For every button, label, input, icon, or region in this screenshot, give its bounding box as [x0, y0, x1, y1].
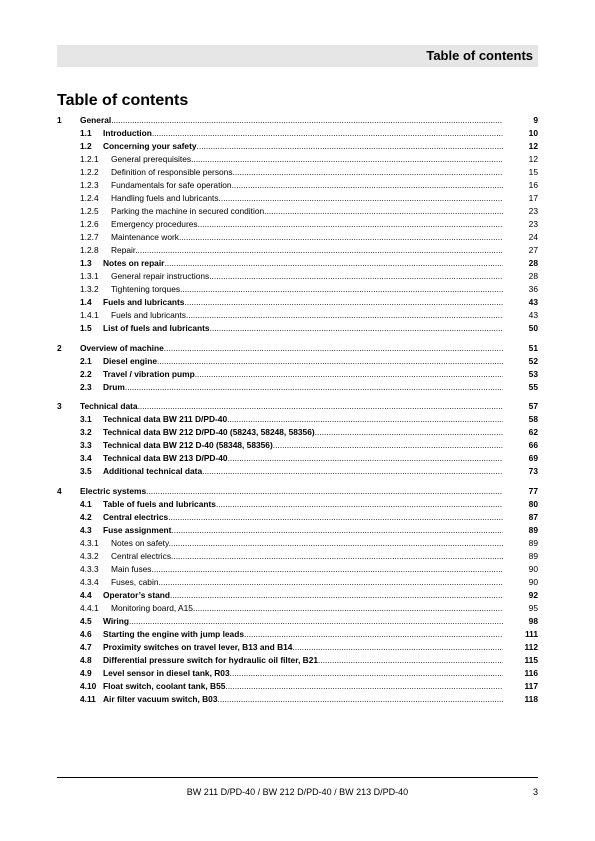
toc-entry-page: 89	[503, 537, 538, 550]
toc-entry[interactable]	[0, 602, 595, 615]
toc-entry-page: 28	[503, 270, 538, 283]
toc-entry-page: 117	[503, 680, 538, 693]
toc-entry-number: 2.2	[80, 368, 92, 379]
toc-entry-number: 1.1	[80, 128, 92, 138]
toc-entry-number: 4.8	[80, 654, 92, 665]
toc-entry-number: 4.3.3	[80, 563, 99, 574]
toc-entry-page: 53	[503, 368, 538, 381]
toc-entry[interactable]	[0, 563, 595, 576]
toc-entry-page: 98	[503, 615, 538, 628]
toc-entry-number: 1.2.1	[80, 154, 99, 164]
toc-entry[interactable]	[0, 413, 595, 426]
toc-entry-page: 92	[503, 589, 538, 602]
toc-entry-title: Central electrics .....	[103, 511, 538, 524]
toc-entry-page: 73	[503, 465, 538, 478]
toc-entry-number: 4.10	[80, 680, 97, 691]
toc-entry[interactable]	[0, 257, 595, 270]
toc-entry-title: Diesel engine .....	[103, 355, 538, 368]
toc-entry-number: 4.4.1	[80, 602, 99, 613]
toc-entry[interactable]	[0, 439, 595, 452]
toc-entry[interactable]	[0, 205, 595, 218]
toc-entry-number: 4.9	[80, 667, 92, 678]
footer-divider	[57, 777, 538, 778]
toc-entry[interactable]	[0, 680, 595, 693]
footer-page-number: 3	[532, 787, 538, 797]
toc-entry[interactable]	[0, 127, 595, 140]
toc-entry[interactable]	[0, 576, 595, 589]
toc-entry[interactable]	[0, 498, 595, 511]
toc-entry-title: Table of fuels and lubricants .....	[103, 498, 538, 511]
toc-entry-number: 4.6	[80, 628, 92, 639]
toc-entry-number: 1.4	[80, 297, 92, 307]
toc-entry-title: General repair instructions .....	[111, 270, 538, 283]
toc-entry-title: Fuse assignment .....	[103, 524, 538, 537]
toc-entry-number: 1.2	[80, 141, 92, 151]
toc-entry-number: 1.4.1	[80, 310, 99, 320]
toc-entry-number: 1.2.2	[80, 167, 99, 177]
toc-entry-title: Level sensor in diesel tank, R03 .....	[103, 667, 538, 680]
toc-entry[interactable]	[0, 192, 595, 205]
toc-entry[interactable]	[0, 322, 595, 335]
toc-entry-title: Technical data BW 212 D-40 (58348, 58356) .....	[103, 439, 538, 452]
toc-entry-number: 1.3.1	[80, 271, 99, 281]
toc-entry[interactable]	[0, 589, 595, 602]
toc-entry[interactable]	[0, 381, 595, 394]
toc-entry-number: 3.3	[80, 440, 92, 450]
toc-entry-number: 1.3	[80, 258, 92, 268]
toc-entry[interactable]	[0, 296, 595, 309]
toc-entry[interactable]	[0, 550, 595, 563]
toc-entry-page: 90	[503, 563, 538, 576]
toc-entry-page: 43	[503, 309, 538, 322]
toc-entry-title: Overview of machine .....	[80, 342, 538, 355]
toc-entry-page: 24	[503, 231, 538, 244]
toc-entry[interactable]	[0, 511, 595, 524]
toc-entry-number: 1.2.4	[80, 193, 99, 203]
toc-entry-page: 89	[503, 550, 538, 563]
toc-entry-title: Technical data BW 211 D/PD-40 .....	[103, 413, 538, 426]
toc-entry-number: 1	[57, 115, 62, 125]
toc-entry-number: 4.1	[80, 498, 92, 509]
toc-entry-title: Fuses, cabin .....	[111, 576, 538, 589]
toc-entry-page: 55	[503, 381, 538, 394]
toc-entry-number: 3.2	[80, 427, 92, 437]
toc-entry[interactable]	[0, 218, 595, 231]
toc-entry-title: List of fuels and lubricants .....	[103, 322, 538, 335]
toc-entry-title: Maintenance work .....	[111, 231, 538, 244]
toc-entry-number: 3	[57, 401, 62, 411]
toc-entry[interactable]	[0, 283, 595, 296]
toc-entry-title: Travel / vibration pump .....	[103, 368, 538, 381]
toc-entry-title: Handling fuels and lubricants .....	[111, 192, 538, 205]
toc-entry-page: 58	[503, 413, 538, 426]
toc-entry-title: Fuels and lubricants .....	[103, 296, 538, 309]
toc-entry-title: Definition of responsible persons .....	[111, 166, 538, 179]
toc-entry-page: 115	[503, 654, 538, 667]
toc-entry-page: 27	[503, 244, 538, 257]
toc-entry-title: Emergency procedures .....	[111, 218, 538, 231]
toc-entry-page: 12	[503, 153, 538, 166]
toc-entry-page: 112	[503, 641, 538, 654]
toc-entry[interactable]	[0, 153, 595, 166]
toc-entry[interactable]	[0, 270, 595, 283]
toc-entry-number: 3.4	[80, 453, 92, 463]
toc-entry-page: 77	[503, 485, 538, 498]
toc-entry-title: Technical data BW 212 D/PD-40 (58243, 58248, 58356) .....	[103, 426, 538, 439]
toc-entry[interactable]	[0, 355, 595, 368]
toc-entry-page: 16	[503, 179, 538, 192]
running-header	[57, 45, 538, 67]
toc-entry[interactable]	[0, 244, 595, 257]
toc-entry-page: 50	[503, 322, 538, 335]
toc-entry-title: Additional technical data .....	[103, 465, 538, 478]
toc-entry-page: 87	[503, 511, 538, 524]
toc-entry-page: 28	[503, 257, 538, 270]
toc-entry-page: 80	[503, 498, 538, 511]
toc-entry[interactable]	[0, 368, 595, 381]
toc-entry-number: 4	[57, 485, 62, 496]
toc-entry-title: Parking the machine in secured condition .....	[111, 205, 538, 218]
toc-entry-title: Float switch, coolant tank, B55 .....	[103, 680, 538, 693]
toc-entry-page: 43	[503, 296, 538, 309]
toc-entry-title: Tightening torques .....	[111, 283, 538, 296]
toc-entry-page: 52	[503, 355, 538, 368]
toc-entry-title: Notes on safety .....	[111, 537, 538, 550]
toc-entry[interactable]	[0, 465, 595, 478]
toc-entry-title: Monitoring board, A15 .....	[111, 602, 538, 615]
toc-entry[interactable]	[0, 452, 595, 465]
toc-entry-title: Central electrics .....	[111, 550, 538, 563]
toc-entry-page: 10	[503, 127, 538, 140]
toc-entry[interactable]	[0, 628, 595, 641]
toc-entry-number: 1.2.7	[80, 232, 99, 242]
toc-entry-page: 111	[503, 628, 538, 641]
page-title: Table of contents	[57, 92, 189, 109]
toc-entry-page: 118	[503, 693, 538, 706]
toc-entry[interactable]	[0, 667, 595, 680]
toc-entry-title: Electric systems .....	[80, 485, 538, 498]
toc-entry-title: Proximity switches on travel lever, B13 and B14 .....	[103, 641, 538, 654]
toc-entry-page: 95	[503, 602, 538, 615]
toc-entry[interactable]	[0, 309, 595, 322]
toc-entry-page: 89	[503, 524, 538, 537]
toc-entry-title: Notes on repair .....	[103, 257, 538, 270]
toc-entry-number: 4.3.4	[80, 576, 99, 587]
toc-entry-number: 1.2.8	[80, 245, 99, 255]
toc-entry[interactable]	[0, 140, 595, 153]
toc-entry[interactable]	[0, 166, 595, 179]
toc-entry-page: 17	[503, 192, 538, 205]
toc-entry[interactable]	[0, 179, 595, 192]
toc-entry-number: 2	[57, 342, 62, 353]
toc-entry[interactable]	[0, 400, 595, 413]
toc-entry-page: 12	[503, 140, 538, 153]
toc-entry-number: 4.4	[80, 589, 92, 600]
toc-entry[interactable]	[0, 537, 595, 550]
toc-entry-title: Main fuses .....	[111, 563, 538, 576]
toc-entry-page: 23	[503, 218, 538, 231]
toc-entry-title: Starting the engine with jump leads .....	[103, 628, 538, 641]
toc-entry-page: 57	[503, 400, 538, 413]
toc-entry-number: 4.3.2	[80, 550, 99, 561]
toc-entry-title: Wiring .....	[103, 615, 538, 628]
running-header-title: Table of contents	[426, 48, 533, 63]
toc-entry-title: Technical data BW 213 D/PD-40 .....	[103, 452, 538, 465]
toc-entry[interactable]	[0, 524, 595, 537]
toc-entry[interactable]	[0, 693, 595, 706]
toc-entry-title: Concerning your safety .....	[103, 140, 538, 153]
toc-entry[interactable]	[0, 114, 595, 127]
toc-entry[interactable]	[0, 615, 595, 628]
toc-entry-title: Fuels and lubricants .....	[111, 309, 538, 322]
toc-entry-title: Technical data .....	[80, 400, 538, 413]
toc-entry-title: Drum .....	[103, 381, 538, 394]
toc-entry[interactable]	[0, 342, 595, 355]
toc-entry-number: 1.2.3	[80, 180, 99, 190]
toc-entry-page: 23	[503, 205, 538, 218]
toc-entry-number: 1.2.5	[80, 206, 99, 216]
toc-entry[interactable]	[0, 641, 595, 654]
toc-entry[interactable]	[0, 654, 595, 667]
toc-entry-title: Fundamentals for safe operation .....	[111, 179, 538, 192]
toc-entry-number: 4.11	[80, 693, 96, 704]
toc-entry[interactable]	[0, 426, 595, 439]
toc-entry-page: 51	[503, 342, 538, 355]
toc-entry-number: 2.3	[80, 381, 92, 392]
toc-entry-number: 1.5	[80, 323, 92, 333]
toc-entry-number: 4.5	[80, 615, 92, 626]
toc-entry-page: 116	[503, 667, 538, 680]
toc-entry-number: 1.2.6	[80, 219, 99, 229]
toc-entry-title: General prerequisites .....	[111, 153, 538, 166]
footer-model-list: BW 211 D/PD-40 / BW 212 D/PD-40 / BW 213 D/PD-40	[186, 787, 409, 797]
toc-entry-page: 66	[503, 439, 538, 452]
toc-entry-number: 3.5	[80, 466, 92, 476]
toc-entry-number: 4.2	[80, 511, 92, 522]
toc-entry-number: 4.3.1	[80, 537, 99, 548]
table-of-contents	[0, 114, 595, 706]
toc-entry-number: 4.7	[80, 641, 92, 652]
toc-entry-title: Repair .....	[111, 244, 538, 257]
toc-entry-page: 90	[503, 576, 538, 589]
toc-entry-page: 9	[503, 114, 538, 127]
toc-entry-title: Air filter vacuum switch, B03 .....	[103, 693, 538, 706]
toc-entry-title: Operator’s stand .....	[103, 589, 538, 602]
toc-entry[interactable]	[0, 485, 595, 498]
toc-entry-page: 36	[503, 283, 538, 296]
toc-entry[interactable]	[0, 231, 595, 244]
toc-entry-number: 1.3.2	[80, 284, 99, 294]
toc-entry-number: 2.1	[80, 355, 92, 366]
toc-entry-page: 62	[503, 426, 538, 439]
toc-entry-number: 4.3	[80, 524, 92, 535]
toc-entry-title: General .....	[80, 114, 538, 127]
toc-entry-page: 69	[503, 452, 538, 465]
toc-entry-title: Differential pressure switch for hydraulic oil filter, B21 .....	[103, 654, 538, 667]
toc-entry-number: 3.1	[80, 414, 92, 424]
toc-entry-page: 15	[503, 166, 538, 179]
toc-entry-title: Introduction .....	[103, 127, 538, 140]
